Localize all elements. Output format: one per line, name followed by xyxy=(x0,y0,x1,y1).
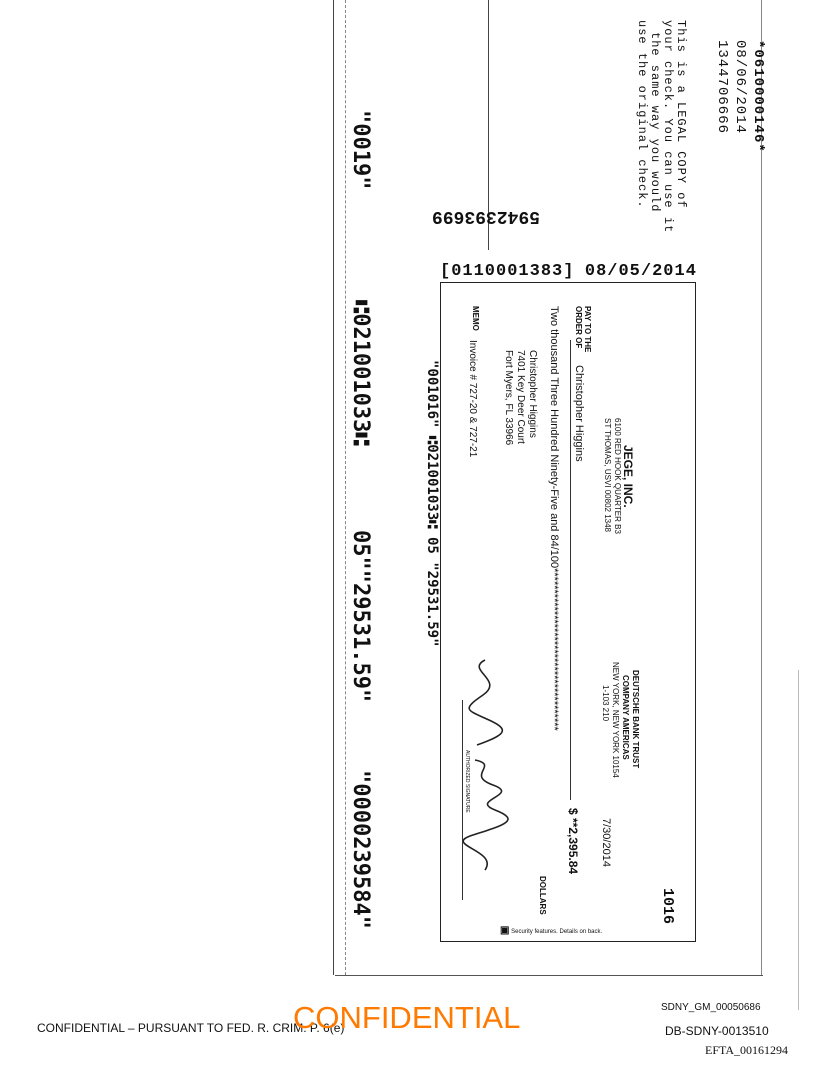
legal-note-line: use the original check. xyxy=(635,20,649,209)
bates-number: DB-SDNY-0013510 xyxy=(665,1024,769,1038)
payer-address: ST THOMAS, USVI 00802 1348 xyxy=(603,418,612,532)
micr-outer-segment: 05""29531.59" xyxy=(348,530,373,703)
copy-header-line: *0610000146* xyxy=(750,40,766,153)
bank-name: DEUTSCHE BANK TRUST xyxy=(631,670,640,769)
memo-value: Invoice # 727-20 & 727-21 xyxy=(467,340,478,458)
scan-border-line xyxy=(333,0,334,975)
payer-address: 6100 RED HOOK QUARTER B3 xyxy=(613,418,622,534)
check-amount: $ **2,395.84 xyxy=(566,808,580,875)
payee-address: Christopher Higgins xyxy=(527,350,538,438)
security-text: Security features. Details on back. xyxy=(511,929,603,935)
confidential-overlay: CONFIDENTIAL xyxy=(293,1000,521,1035)
stamp-date: 08/05/2014 xyxy=(584,262,697,281)
payee-name: Christopher Higgins xyxy=(573,365,585,462)
legal-note-line: This is a LEGAL COPY of xyxy=(674,20,688,209)
micr-inner-line: "001016" ⑆021001033⑆ 05 "29531.59" xyxy=(424,360,440,647)
bates-number: EFTA_00161294 xyxy=(705,1043,789,1057)
signature-caption: AUTHORIZED SIGNATURE xyxy=(464,750,470,813)
micr-outer-segment: ⑆021001033⑆ xyxy=(348,300,373,446)
bank-address: NEW YORK, NEW YORK 10154 xyxy=(611,662,620,778)
stamp-number: 5942393699 xyxy=(431,206,540,226)
security-note xyxy=(500,925,602,936)
payee-address: Fort Myers, FL 33966 xyxy=(503,350,514,446)
dollars-label: DOLLARS xyxy=(538,876,547,915)
micr-outer-segment: "0019" xyxy=(348,110,373,190)
pay-to-label: ORDER OF xyxy=(574,306,583,349)
copy-header-line: 08/06/2014 xyxy=(732,40,748,135)
bank-name: COMPANY AMERICAS xyxy=(621,675,630,760)
legal-note-line: your check. You can use it xyxy=(661,20,675,234)
bates-number: SDNY_GM_00050686 xyxy=(661,1002,761,1013)
check-date: 7/30/2014 xyxy=(600,818,612,867)
scan-border-line xyxy=(345,0,346,975)
scan-border-line xyxy=(335,975,763,976)
copy-header-line: 1344706666 xyxy=(714,40,730,135)
payer-name: JEGE, INC. xyxy=(621,445,635,508)
memo-label: MEMO xyxy=(471,306,480,331)
scan-border-line xyxy=(798,670,799,1010)
payee-line xyxy=(570,340,571,800)
legal-note-line: the same way you would xyxy=(648,32,662,213)
lock-icon: ▣ xyxy=(500,925,510,936)
stamp-line xyxy=(440,262,710,282)
payee-address: 7401 Key Deer Court xyxy=(515,350,526,444)
pay-to-label: PAY TO THE xyxy=(583,306,592,353)
micr-outer-segment: "0000239584" xyxy=(348,770,373,929)
bank-code: 1-103 210 xyxy=(601,685,610,722)
stamp-id: [0110001383] xyxy=(440,262,575,281)
signature-line xyxy=(462,700,463,900)
check-number: 1016 xyxy=(659,888,676,925)
confidential-notice: CONFIDENTIAL – PURSUANT TO FED. R. CRIM. P. 6(e) xyxy=(37,1021,345,1035)
amount-in-words: Two thousand Three Hundred Ninety-Five and 84/100************************************** xyxy=(548,306,560,731)
